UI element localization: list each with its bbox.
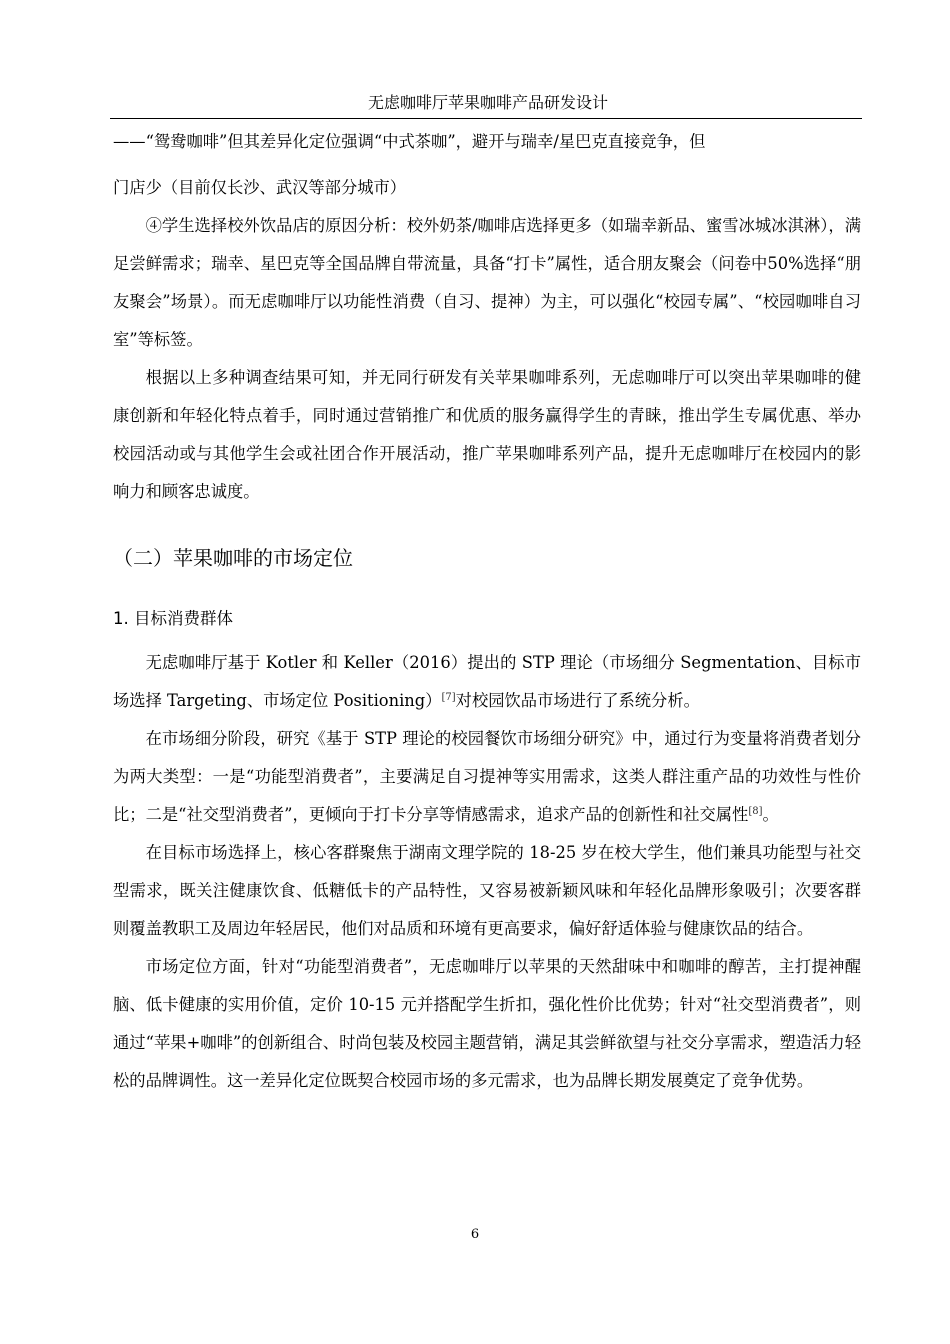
citation-8: [8] (748, 806, 763, 817)
page-number: 6 (470, 1227, 480, 1242)
top-text-block (113, 123, 861, 511)
paragraph-stp-tail: 对校园饮品市场进行了系统分析。 (455, 691, 700, 710)
paragraph-segmentation-tail: 。 (762, 805, 779, 824)
body-text-block (113, 644, 861, 1100)
continuation-line: ——“鸳鸯咖啡”但其差异化定位强调“中式茶咖”，避开与瑞幸/星巴克直接竞争，但 (113, 132, 706, 151)
paragraph-stp-text: 无虑咖啡厅基于 Kotler 和 Keller（2016）提出的 STP 理论（市场细分 Segmentation、目标市场选择 Targeting、市场定位 Positioning） (113, 653, 861, 710)
paragraph-targeting: 在目标市场选择上，核心客群聚焦于湖南文理学院的 18-25 岁在校大学生，他们兼具功能型与社交型需求，既关注健康饮食、低糖低卡的产品特性，又容易被新颖风味和年轻化品牌形象吸引；次要客群则覆盖教职工及周边年轻居民，他们对品质和环境有更高要求，偏好舒适体验与健康饮品的结合。 (113, 843, 861, 938)
paragraph-positioning: 市场定位方面，针对“功能型消费者”，无虑咖啡厅以苹果的天然甜味中和咖啡的醇苦，主打提神醒脑、低卡健康的实用价值，定价 10-15 元并搭配学生折扣，强化性价比优势；针对“社交型消费者”，则通过“苹果+咖啡”的创新组合、时尚包装及校园主题营销，满足其尝鲜欲望与社交分享需求，塑造活力轻松的品牌调性。这一差异化定位既契合校园市场的多元需求，也为品牌长期发展奠定了竞争优势。 (113, 957, 861, 1090)
paragraph-segmentation (113, 720, 861, 834)
paragraph-conclusion: 根据以上多种调查结果可知，并无同行研发有关苹果咖啡系列，无虑咖啡厅可以突出苹果咖啡的健康创新和年轻化特点着手，同时通过营销推广和优质的服务赢得学生的青睐，推出学生专属优惠、举办校园活动或与其他学生会或社团合作开展活动，推广苹果咖啡系列产品，提升无虑咖啡厅在校园内的影响力和顾客忠诚度。 (113, 368, 861, 501)
paragraph-stp-theory (113, 644, 861, 720)
sub-heading: 1. 目标消费群体 (113, 609, 233, 628)
paragraph-reason-analysis: ④学生选择校外饮品店的原因分析：校外奶茶/咖啡店选择更多（如瑞幸新品、蜜雪冰城冰淇淋），满足尝鲜需求；瑞幸、星巴克等全国品牌自带流量，具备“打卡”属性，适合朋友聚会（问卷中50%选择“朋友聚会”场景）。而无虑咖啡厅以功能性消费（自习、提神）为主，可以强化“校园专属”、“校园咖啡自习室”等标签。 (113, 216, 861, 349)
continuation-line-2: 门店少（目前仅长沙、武汉等部分城市） (113, 178, 407, 197)
paragraph-segmentation-text: 在市场细分阶段，研究《基于 STP 理论的校园餐饮市场细分研究》中，通过行为变量将消费者划分为两大类型：一是“功能型消费者”，主要满足自习提神等实用需求，这类人群注重产品的功效性与性价比；二是“社交型消费者”，更倾向于打卡分享等情感需求，追求产品的创新性和社交属性 (113, 729, 861, 824)
running-header: 无虑咖啡厅苹果咖啡产品研发设计 (367, 93, 608, 112)
header-rule (110, 118, 862, 119)
citation-7: [7] (441, 692, 456, 703)
section-heading: （二）苹果咖啡的市场定位 (113, 546, 353, 570)
